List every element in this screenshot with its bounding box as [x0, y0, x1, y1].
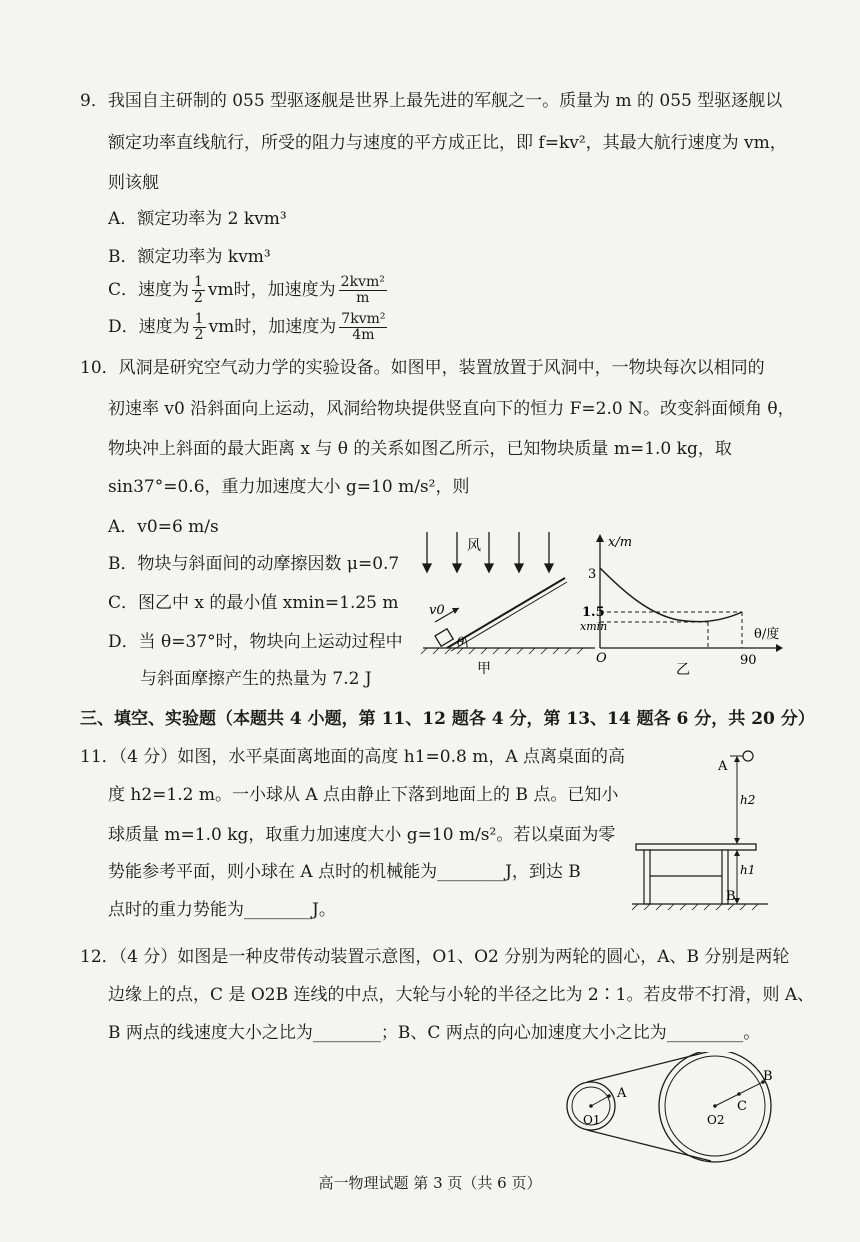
- q10-line-4: sin37°=0.6，重力加速度大小 g=10 m/s²，则: [108, 477, 470, 497]
- q10-option-d-line-1: D．当 θ=37°时，物块向上运动过程中: [108, 632, 403, 652]
- x-axis-arrow: [776, 644, 783, 652]
- q12-line-2: 边缘上的点，C 是 O2B 连线的中点，大轮与小轮的半径之比为 2∶1。若皮带不打滑，则 A、: [108, 985, 815, 1005]
- label-b: B: [763, 1069, 773, 1084]
- tick-x-90: 90: [740, 653, 757, 668]
- q9-option-d-prefix: D．速度为: [108, 317, 190, 337]
- frac-den: 4m: [352, 327, 375, 343]
- theta-label: θ: [457, 635, 465, 649]
- q9-line-1: 9．我国自主研制的 055 型驱逐舰是世界上最先进的军舰之一。质量为 m 的 055 型驱逐舰以: [80, 91, 783, 111]
- frac-num: 1: [194, 311, 204, 327]
- ground-hatch: [421, 648, 583, 654]
- h2-arrow-up: [734, 756, 740, 762]
- q12-line-1: 12．（4 分）如图是一种皮带传动装置示意图，O1、O2 分别为两轮的圆心，A、B 分别是两轮: [80, 947, 790, 967]
- label-o1: O1: [583, 1113, 601, 1127]
- frac-num: 7kvm²: [341, 311, 386, 327]
- q11-line-5: 点时的重力势能为________J。: [108, 900, 336, 920]
- q9-option-d-mid: vm时，加速度为: [208, 317, 337, 337]
- q11-line-1: 11．（4 分）如图，水平桌面离地面的高度 h1=0.8 m，A 点离桌面的高: [80, 747, 626, 767]
- figure-yi: [578, 530, 788, 680]
- incline: [447, 578, 565, 648]
- table-top: [636, 844, 756, 850]
- q9-option-d: [108, 312, 390, 343]
- x-theta-curve: [600, 568, 742, 622]
- point-a: [607, 1094, 611, 1098]
- q10-line-1: 10．风洞是研究空气动力学的实验设备。如图甲，装置放置于风洞中，一物块每次以相同的: [80, 358, 765, 378]
- frac-num: 2kvm²: [340, 274, 385, 290]
- h1-arrow-up: [734, 850, 740, 856]
- q10-line-3: 物块冲上斜面的最大距离 x 与 θ 的关系如图乙所示，已知物块质量 m=1.0 kg，取: [108, 439, 732, 459]
- q9-option-b: B．额定功率为 kvm³: [108, 247, 271, 267]
- figure-jia: [415, 528, 600, 678]
- q9-line-2: 额定功率直线航行，所受的阻力与速度的平方成正比，即 f=kv²，其最大航行速度为 vm，: [108, 133, 787, 153]
- belt-bottom: [587, 1130, 711, 1161]
- q11-line-4: 势能参考平面，则小球在 A 点时的机械能为________J，到达 B: [108, 862, 581, 882]
- label-a: A: [718, 759, 728, 774]
- figure-table: [630, 748, 770, 910]
- radius-o1a: [591, 1096, 609, 1106]
- origin-label: O: [596, 651, 607, 666]
- q10-option-b: B．物块与斜面间的动摩擦因数 μ=0.7: [108, 554, 400, 574]
- accel-fraction: [339, 275, 387, 306]
- label-h1: h1: [740, 863, 756, 877]
- frac-num: 1: [194, 274, 203, 290]
- x-axis-label: θ/度: [754, 627, 780, 642]
- half-fraction: [193, 312, 206, 343]
- ball: [743, 751, 753, 761]
- figure-belt: [565, 1052, 785, 1168]
- q10-option-a: A．v0=6 m/s: [108, 517, 219, 537]
- frac-den: 2: [194, 290, 203, 306]
- table-leg-left: [644, 850, 650, 904]
- label-a: A: [617, 1086, 627, 1101]
- tick-y-min: xmin: [580, 620, 608, 633]
- q9-line-3: 则该舰: [108, 173, 159, 193]
- v0-label: v0: [429, 603, 445, 618]
- q9-option-c: [108, 275, 390, 306]
- q9-option-c-prefix: C．速度为: [108, 280, 190, 300]
- section-3-heading: 三、填空、实验题（本题共 4 小题，第 11、12 题各 4 分，第 13、14 题各 6 分，共 20 分）: [80, 709, 815, 729]
- q9-option-c-mid: vm时，加速度为: [207, 280, 336, 300]
- label-h2: h2: [740, 793, 756, 807]
- caption-jia: 甲: [477, 661, 491, 677]
- q10-option-d-line-2: 与斜面摩擦产生的热量为 7.2 J: [140, 669, 372, 689]
- q9-option-a: A．额定功率为 2 kvm³: [108, 209, 287, 229]
- y-axis-label: x/m: [608, 535, 633, 550]
- incline-edge: [451, 582, 567, 651]
- belt-top: [587, 1052, 711, 1082]
- point-c: [737, 1092, 741, 1096]
- q11-line-2: 度 h2=1.2 m。一小球从 A 点由静止下落到地面上的 B 点。已知小: [108, 785, 619, 805]
- tick-y-1-5: 1.5: [582, 605, 605, 620]
- frac-den: 2: [194, 327, 204, 343]
- q11-line-3: 球质量 m=1.0 kg，取重力加速度大小 g=10 m/s²。若以桌面为零: [108, 825, 616, 845]
- y-axis-arrow: [596, 534, 604, 542]
- q12-line-3: B 两点的线速度大小之比为________；B、C 两点的向心加速度大小之比为_________。: [108, 1023, 761, 1043]
- accel-fraction: [339, 312, 387, 343]
- floor-hatch: [632, 904, 758, 910]
- half-fraction: [192, 275, 205, 306]
- label-o2: O2: [707, 1113, 725, 1127]
- label-c: C: [737, 1099, 747, 1114]
- caption-yi: 乙: [676, 662, 690, 678]
- frac-den: m: [356, 290, 370, 306]
- label-b: B: [726, 889, 736, 904]
- h2-arrow-down: [734, 838, 740, 844]
- tick-y-3: 3: [588, 567, 597, 582]
- block: [435, 629, 453, 646]
- wind-label: 风: [467, 538, 481, 554]
- wind-arrows: [423, 532, 553, 572]
- q10-line-2: 初速率 v0 沿斜面向上运动，风洞给物块提供竖直向下的恒力 F=2.0 N。改变斜面倾角 θ，: [108, 399, 795, 419]
- page-footer: 高一物理试题 第 3 页（共 6 页）: [318, 1174, 542, 1192]
- q10-option-c: C．图乙中 x 的最小值 xmin=1.25 m: [108, 593, 399, 613]
